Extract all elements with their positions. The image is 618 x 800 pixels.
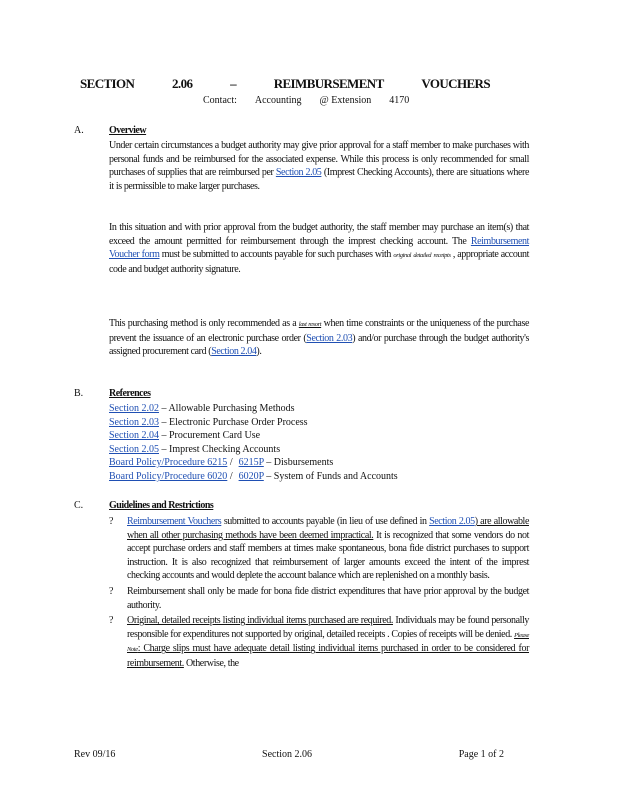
footer-revision: Rev 09/16 — [74, 749, 116, 760]
p2-tiny-detailed: detailed — [413, 252, 432, 260]
overview-paragraph-1 — [109, 139, 529, 193]
section-b-letter: B. — [74, 388, 84, 399]
ref-link-6020p[interactable]: 6020P — [238, 470, 264, 482]
p1-text-1: Under certain circumstances a budget authority may give prior approval for a staff member to make purchases with personal funds and be reimbursed for the associated expense. While this process is only recommended for small purchases of supplies that are reimbursed per — [109, 140, 529, 179]
p3-tiny-last-resort: last resort — [298, 321, 322, 328]
link-reimbursement-voucher-form[interactable]: Reimbursement Voucher form — [109, 235, 529, 261]
p2-tiny-receipts: receipts — [433, 252, 451, 260]
slash: / — [229, 470, 233, 482]
ref-link-6215p[interactable]: 6215P — [238, 457, 264, 469]
ref-text: – System of Funds and Accounts — [266, 470, 398, 482]
footer-page-number: Page 1 of 2 — [458, 749, 504, 760]
bullet-mark: ? — [109, 615, 114, 627]
guidelines-list — [109, 515, 529, 671]
b3-please-note: Please Note — [127, 631, 529, 654]
page-title — [80, 76, 490, 92]
link-section-2-05-guideline[interactable]: Section 2.05 — [429, 516, 475, 527]
title-dash: – — [230, 76, 236, 91]
ref-text: – Imprest Checking Accounts — [161, 443, 281, 455]
section-a-heading: Overview — [109, 125, 147, 136]
link-section-2-05[interactable]: Section 2.05 — [275, 167, 322, 179]
page-footer — [74, 749, 504, 760]
footer-section: Section 2.06 — [262, 749, 313, 760]
contact-ext-label: @ Extension — [319, 95, 372, 106]
b3-text-2: Otherwise, the — [183, 657, 239, 669]
bullet-mark: ? — [109, 516, 114, 527]
guideline-item — [109, 515, 529, 583]
ref-text: – Procurement Card Use — [161, 430, 261, 442]
b3-underlined-2: : Charge slips must have adequate detail listing individual items purchased in order to be considered for reimbursement. — [127, 643, 529, 669]
ref-text: – Allowable Purchasing Methods — [161, 403, 295, 414]
bullet-mark: ? — [109, 585, 114, 597]
b1-text-1: submitted to accounts payable (in lieu of use defined in — [221, 516, 430, 527]
reference-row — [109, 402, 404, 416]
p1-text-2: (Imprest Checking Accounts), there are situations where it is permissible to make larger purchases. — [109, 167, 530, 192]
section-number: 2.06 — [172, 76, 193, 91]
title-word-reimbursement: REIMBURSEMENT — [273, 76, 384, 91]
p3-text-4: ). — [256, 346, 262, 358]
ref-link-board-policy-6020[interactable]: Board Policy/Procedure 6020 — [109, 470, 228, 482]
p2-text-2: must be submitted to accounts payable for such purchases with — [159, 249, 394, 261]
section-c-letter: C. — [74, 500, 84, 511]
p3-text-2: when time constraints or the uniqueness of the purchase prevent the issuance of an electronic purchase order ( — [109, 318, 529, 344]
p2-text-3: , appropriate account code and budget authority signature. — [109, 249, 529, 275]
section-b-heading: References — [109, 388, 151, 399]
slash: / — [229, 457, 233, 469]
section-label: SECTION — [80, 76, 135, 91]
p3-text-1: This purchasing method is only recommended as a — [109, 318, 299, 329]
b1-underlined: ) are allowable when all other purchasing methods have been deemed impractical. — [127, 516, 529, 541]
contact-ext: 4170 — [389, 95, 410, 106]
ref-link-section-2-03[interactable]: Section 2.03 — [109, 416, 159, 428]
link-section-2-04[interactable]: Section 2.04 — [211, 346, 257, 358]
guideline-item — [109, 585, 529, 612]
ref-text: – Electronic Purchase Order Process — [161, 416, 308, 428]
overview-paragraph-2 — [109, 221, 529, 276]
overview-paragraph-3 — [109, 317, 529, 359]
ref-link-section-2-02[interactable]: Section 2.02 — [109, 403, 159, 414]
ref-link-section-2-04[interactable]: Section 2.04 — [109, 430, 159, 442]
reference-row — [109, 429, 404, 443]
ref-text: – Disbursements — [266, 457, 334, 469]
link-reimbursement-vouchers[interactable]: Reimbursement Vouchers — [127, 516, 222, 527]
b3-text-1: Individuals may be found personally responsible for expenditures not supported by original, detailed receipts . Copies of receipts will be denied. — [127, 615, 529, 640]
reference-row — [109, 456, 404, 470]
title-word-vouchers: VOUCHERS — [421, 76, 490, 91]
p2-text-1: In this situation and with prior approval from the budget authority, the staff member may purchase an item(s) that exceed the amount permitted for reimbursement through the imprest checking account. The — [109, 222, 529, 247]
b2-text: Reimbursement shall only be made for bona fide district expenditures that have prior approval by the budget authority. — [127, 585, 529, 611]
ref-link-section-2-05[interactable]: Section 2.05 — [109, 443, 159, 455]
references-list — [109, 402, 404, 484]
reference-row — [109, 470, 404, 484]
p3-text-3: ) and/or purchase through the budget authority's assigned procurement card ( — [109, 332, 529, 358]
p2-tiny-original: original — [393, 252, 412, 260]
b1-text-2: It is recognized that some vendors do not accept purchase orders and staff members at times make spontaneous, bona fide district purchases to support instruction. It is also recognized that reimbursement of larger amounts exceed the intent of the imprest checking accounts and would deplete the account balance which are replenished on a monthly basis. — [127, 529, 530, 582]
contact-line — [203, 95, 409, 106]
reference-row — [109, 416, 404, 430]
reference-row — [109, 443, 404, 457]
guideline-item — [109, 614, 529, 670]
contact-label: Contact: — [203, 95, 237, 106]
section-c-heading: Guidelines and Restrictions — [109, 500, 214, 511]
contact-dept: Accounting — [254, 95, 302, 106]
ref-link-board-policy-6215[interactable]: Board Policy/Procedure 6215 — [109, 457, 228, 469]
link-section-2-03[interactable]: Section 2.03 — [306, 332, 353, 344]
b3-underlined-1: Original, detailed receipts listing individual items purchased are required. — [127, 615, 393, 627]
section-a-letter: A. — [74, 125, 84, 136]
